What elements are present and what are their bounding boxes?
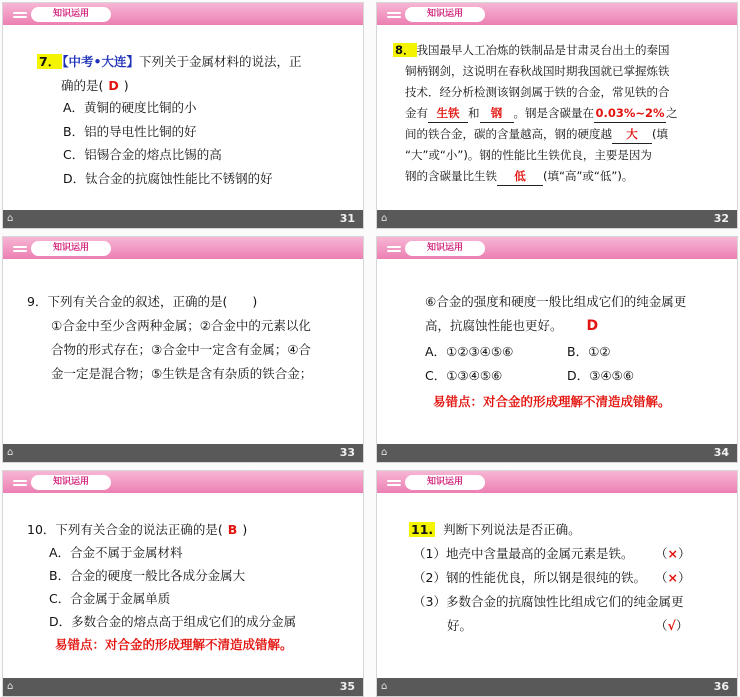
wrong-mark: × — [667, 570, 678, 585]
question-text: (填 — [652, 127, 668, 141]
footer-bar — [3, 210, 363, 228]
answer: B — [227, 522, 238, 537]
statement-text: 好。 — [447, 618, 473, 633]
judgement-mark — [655, 617, 688, 635]
question-line — [27, 521, 247, 539]
question-text: 金有 — [405, 106, 428, 120]
answer-blank: 钢 — [480, 104, 514, 123]
page-number: 35 — [339, 680, 355, 693]
question-line — [393, 41, 670, 59]
question-text: 10．下列有关合金的说法正确的是( — [27, 522, 223, 537]
header-band — [3, 3, 363, 25]
home-icon[interactable]: ⌂ — [7, 213, 14, 224]
home-icon[interactable]: ⌂ — [381, 447, 388, 458]
option-d: D．多数合金的熔点高于组成它们的成分金属 — [49, 614, 297, 629]
header-band — [3, 471, 363, 493]
judgement-mark — [655, 569, 691, 587]
question-text: 间的铁合金，碳的含量越高，钢的硬度越 — [405, 127, 612, 141]
option-a: A．黄铜的硬度比铜的小 — [63, 100, 197, 115]
question-text: ) — [123, 78, 129, 93]
question-text: ) — [242, 522, 248, 537]
option-a: A．合金不属于金属材料 — [49, 545, 183, 560]
question-text: “大”或“小”)。钢的性能比生铁优良，主要是因为 — [405, 148, 652, 162]
paren-close: ） — [678, 546, 691, 561]
page-number: 34 — [713, 446, 729, 459]
question-number: 8． — [395, 43, 415, 57]
paren-open: （ — [655, 618, 668, 633]
question-text: 和 — [468, 106, 480, 120]
option-d: D．钛合金的抗腐蚀性能比不锈钢的好 — [63, 171, 273, 186]
error-note: 易错点：对合金的形成理解不清造成错解。 — [433, 394, 671, 409]
home-icon[interactable]: ⌂ — [7, 447, 14, 458]
option-b: B．①② — [567, 344, 611, 359]
question-text: 判断下列说法是否正确。 — [443, 522, 581, 537]
question-line — [425, 317, 598, 335]
option-d: D．③④⑤⑥ — [567, 368, 634, 383]
question-text: 确的是( — [61, 78, 104, 93]
answer-blank: 生铁 — [428, 104, 468, 123]
section-tag: 知识运用 — [405, 241, 485, 256]
question-text: 技术．经分析检测该钢剑属于铁的合金，常见铁的合 — [405, 85, 670, 99]
question-source: 【中考•大连】 — [62, 54, 139, 69]
section-tag: 知识运用 — [31, 241, 111, 256]
question-number: 7． — [39, 54, 61, 69]
question-number: 11. — [411, 522, 434, 537]
answer-blank: 低 — [497, 167, 543, 186]
question-text: 钢的含碳量比生铁 — [405, 169, 497, 183]
question-text: 。钢是含碳量在 — [513, 106, 594, 120]
question-text: 金一定是混合物；⑤生铁是含有杂质的铁合金； — [51, 366, 313, 381]
page-number: 31 — [339, 212, 355, 225]
question-line — [405, 167, 633, 186]
footer-bar — [377, 678, 737, 696]
question-text: 合物的形式存在；③合金中一定含有金属；④合 — [51, 342, 311, 357]
section-tag: 知识运用 — [405, 475, 485, 490]
option-b: B．合金的硬度一般比各成分金属大 — [49, 568, 246, 583]
question-text: 我国最早人工冶炼的铁制品是甘肃灵台出土的秦国 — [416, 43, 670, 57]
section-tag: 知识运用 — [31, 7, 111, 22]
question-text: ①合金中至少含两种金属；②合金中的元素以化 — [51, 318, 311, 333]
option-a: A．①②③④⑤⑥ — [425, 344, 514, 359]
statement-text: （1）地壳中含量最高的金属元素是铁。 — [413, 546, 634, 561]
judgement-item: （3）多数合金的抗腐蚀性比组成它们的纯金属更 — [413, 594, 684, 609]
slide-content — [3, 259, 363, 444]
footer-bar — [377, 210, 737, 228]
slide-36[interactable] — [376, 470, 738, 697]
option-c: C．合金属于金属单质 — [49, 591, 171, 606]
slide-content — [3, 493, 363, 678]
option-c: C．①③④⑤⑥ — [425, 368, 503, 383]
page-number: 36 — [713, 680, 729, 693]
judgement-mark — [655, 545, 691, 563]
question-line — [61, 77, 129, 95]
slide-35[interactable] — [2, 470, 364, 697]
section-tag: 知识运用 — [31, 475, 111, 490]
header-band — [3, 237, 363, 259]
answer: D — [108, 78, 119, 93]
paren-close: ） — [678, 570, 691, 585]
question-line — [405, 104, 678, 123]
question-text: 高，抗腐蚀性能也更好。 — [425, 318, 563, 333]
home-icon[interactable]: ⌂ — [381, 213, 388, 224]
slide-32[interactable] — [376, 2, 738, 229]
slide-content — [377, 25, 737, 210]
question-text: 下列关于金属材料的说法，正 — [138, 54, 302, 69]
slide-content — [377, 493, 737, 678]
answer-blank: 大 — [612, 125, 652, 144]
option-b: B．铝的导电性比铜的好 — [63, 124, 197, 139]
option-c: C．铝锡合金的熔点比锡的高 — [63, 147, 222, 162]
home-icon[interactable]: ⌂ — [381, 681, 388, 692]
footer-bar — [3, 678, 363, 696]
answer-blank: 0.03%~2% — [594, 104, 666, 123]
paren-close: ） — [675, 618, 689, 633]
paren-open: （ — [655, 570, 668, 585]
slide-content — [377, 259, 737, 444]
slide-34[interactable] — [376, 236, 738, 463]
home-icon[interactable]: ⌂ — [7, 681, 14, 692]
question-line — [409, 521, 581, 539]
question-line — [37, 53, 301, 71]
check-mark: √ — [667, 618, 676, 633]
header-band — [377, 237, 737, 259]
error-note: 易错点：对合金的形成理解不清造成错解。 — [55, 637, 293, 652]
statement-text: （2）钢的性能优良，所以钢是很纯的铁。 — [413, 570, 646, 585]
question-text: 之 — [666, 106, 678, 120]
question-line — [405, 125, 668, 144]
page-number: 32 — [713, 212, 729, 225]
answer: D — [586, 318, 599, 334]
header-band — [377, 471, 737, 493]
page-number: 33 — [339, 446, 355, 459]
question-text: ⑥合金的强度和硬度一般比组成它们的纯金属更 — [425, 294, 687, 309]
section-tag: 知识运用 — [405, 7, 485, 22]
header-band — [377, 3, 737, 25]
slide-33[interactable] — [2, 236, 364, 463]
question-text: 铜柄钢剑，这说明在春秋战国时期我国就已掌握炼铁 — [405, 64, 670, 78]
footer-bar — [3, 444, 363, 462]
slide-31[interactable] — [2, 2, 364, 229]
paren-open: （ — [655, 546, 668, 561]
slide-content — [3, 25, 363, 210]
footer-bar — [377, 444, 737, 462]
wrong-mark: × — [667, 546, 678, 561]
judgement-item — [413, 545, 633, 563]
judgement-item — [413, 569, 646, 587]
question-text: (填“高”或“低”)。 — [543, 169, 634, 183]
question-text: 9．下列有关合金的叙述，正确的是( ) — [27, 294, 258, 309]
